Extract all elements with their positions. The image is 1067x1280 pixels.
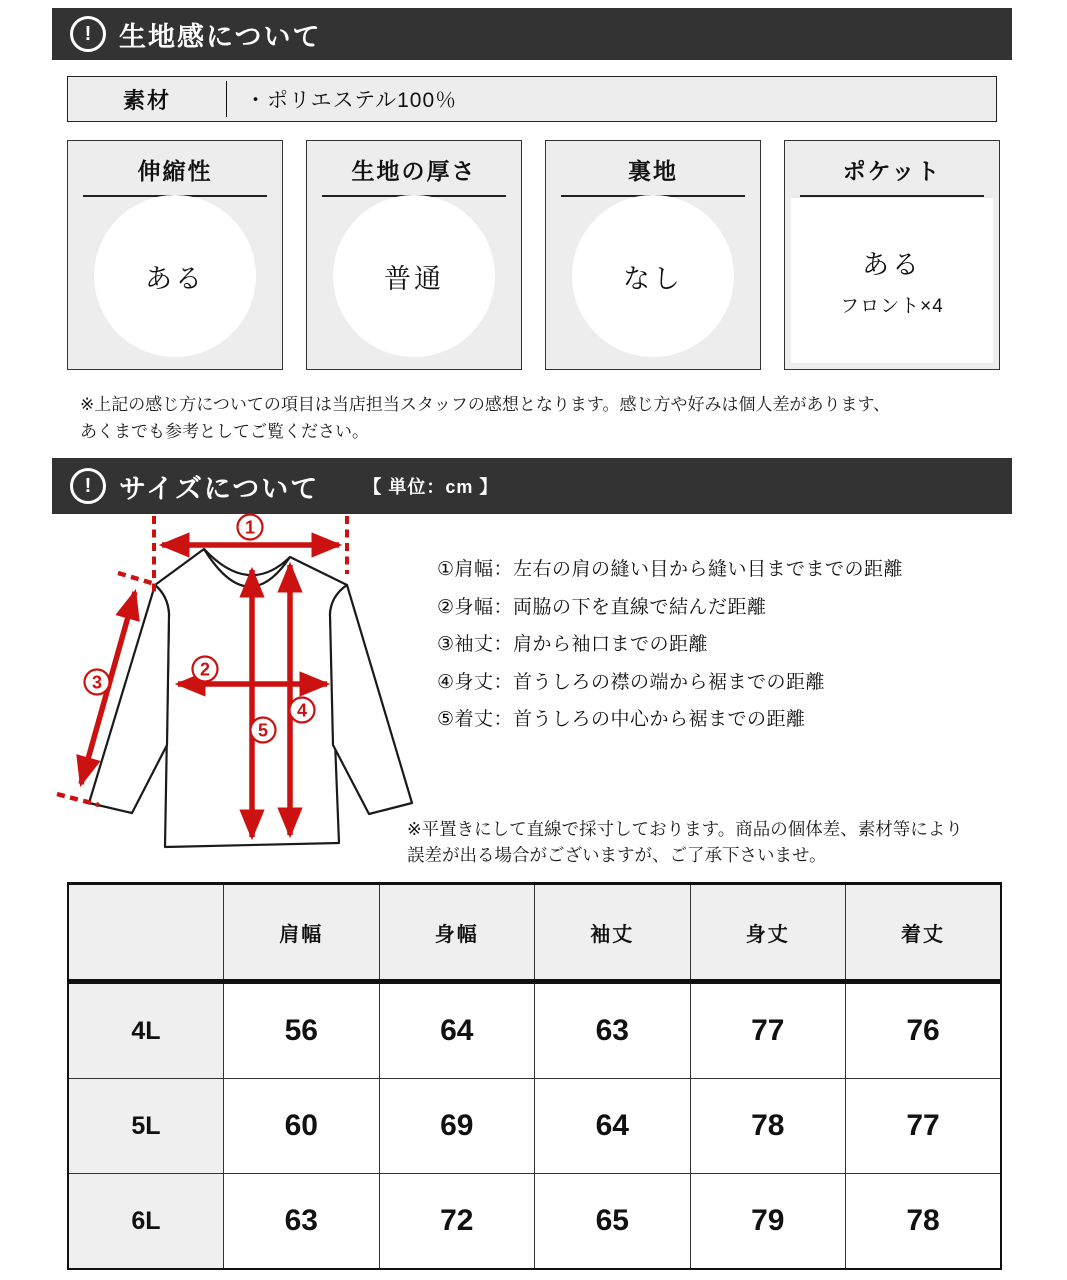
size-cell: 77 [846, 1079, 1002, 1174]
spec-value-circle [572, 195, 734, 357]
size-col-header-bodylen: 身丈 [690, 884, 846, 982]
spec-sub-value: フロント×4 [840, 296, 944, 317]
size-cell: 60 [224, 1079, 380, 1174]
size-cell: 64 [379, 982, 535, 1079]
size-cell: 63 [224, 1174, 380, 1270]
size-row-4l [68, 982, 1001, 1079]
size-section-title: サイズについて [119, 473, 320, 504]
measure-line-2: ②身幅：両脇の下を直線で結んだ距離 [437, 596, 767, 618]
size-row-label: 5L [68, 1079, 224, 1174]
shirt-right-sleeve [330, 585, 412, 814]
size-col-header-empty [68, 884, 224, 982]
measure-marker-3 [85, 670, 110, 695]
size-cell: 76 [846, 982, 1002, 1079]
measure-marker-2 [193, 657, 218, 682]
measure-note-line1: ※平置きにして直線で採寸しております。商品の個体差、素材等により [407, 819, 963, 839]
measure-line-3: ③袖丈：肩から袖口までの距離 [437, 634, 709, 655]
size-row-6l [68, 1174, 1001, 1270]
size-cell: 63 [535, 982, 691, 1079]
spec-value: 普通 [384, 263, 444, 294]
size-cell: 79 [690, 1174, 846, 1270]
size-cell: 64 [535, 1079, 691, 1174]
spec-value: なし [623, 263, 683, 294]
material-row [67, 76, 997, 122]
measure-line-1: ①肩幅：左右の肩の縫い目から縫い目までまでの距離 [437, 559, 904, 580]
spec-value-circle [94, 195, 256, 357]
svg-text:5: 5 [257, 720, 269, 741]
fabric-spec-row [67, 140, 1000, 370]
measure-marker-4 [290, 698, 315, 723]
spec-box-stretch [67, 140, 283, 370]
size-row-5l [68, 1079, 1001, 1174]
spec-label: 生地の厚さ [322, 153, 506, 197]
measure-definition-list [437, 551, 903, 739]
size-col-header-length: 着丈 [846, 884, 1002, 982]
size-row-label: 6L [68, 1174, 224, 1270]
fabric-section-header [52, 8, 1012, 60]
spec-label: 裏地 [561, 153, 745, 197]
spec-value: ある [862, 250, 922, 280]
size-table-container [67, 882, 1002, 1270]
size-cell: 69 [379, 1079, 535, 1174]
spec-label: 伸縮性 [83, 153, 267, 197]
size-cell: 72 [379, 1174, 535, 1270]
measure-marker-5 [251, 718, 276, 743]
measure-line-4: ④身丈：首うしろの襟の端から裾までの距離 [437, 671, 826, 693]
spec-value-circle [333, 195, 495, 357]
svg-text:3: 3 [91, 672, 103, 693]
spec-box-lining [545, 140, 761, 370]
measure-note [407, 816, 963, 869]
size-cell: 78 [690, 1079, 846, 1174]
svg-text:1: 1 [244, 517, 256, 538]
size-col-header-shoulder: 肩幅 [224, 884, 380, 982]
spec-value: ある [145, 263, 205, 294]
spec-value-panel [791, 198, 993, 363]
guide-dash-shoulder [118, 573, 155, 584]
material-value: ・ポリエステル100％ [245, 89, 458, 112]
measure-line-5: ⑤着丈：首うしろの中心から裾までの距離 [437, 709, 806, 730]
unit-label: 【 単位：cm 】 [363, 477, 499, 497]
spec-box-pocket [784, 140, 1000, 370]
size-table [67, 882, 1002, 1270]
spec-box-thickness [306, 140, 522, 370]
fabric-section-title: 生地感について [119, 21, 322, 52]
svg-text:2: 2 [199, 659, 211, 680]
measure-note-line2: 誤差が出る場合がございますが、ご了承下さいませ。 [407, 845, 827, 866]
size-row-label: 4L [68, 982, 224, 1079]
size-table-header-row [68, 884, 1001, 982]
size-col-header-chest: 身幅 [379, 884, 535, 982]
fabric-disclaimer [80, 391, 890, 445]
alert-icon: ! [70, 468, 106, 504]
fabric-disclaimer-line2: あくまでも参考としてご覧ください。 [80, 422, 369, 442]
size-col-header-sleeve: 袖丈 [535, 884, 691, 982]
material-label: 素材 [122, 87, 171, 113]
size-cell: 56 [224, 982, 380, 1079]
alert-icon: ! [70, 16, 106, 52]
measure-marker-1 [238, 515, 263, 540]
size-cell: 77 [690, 982, 846, 1079]
svg-text:4: 4 [296, 700, 308, 721]
size-cell: 78 [846, 1174, 1002, 1270]
spec-label: ポケット [800, 153, 984, 197]
size-cell: 65 [535, 1174, 691, 1270]
shirt-measure-diagram [52, 512, 432, 872]
fabric-disclaimer-line1: ※上記の感じ方についての項目は当店担当スタッフの感想となります。感じ方や好みは個人差があります、 [80, 395, 891, 414]
size-section-header [52, 458, 1012, 514]
